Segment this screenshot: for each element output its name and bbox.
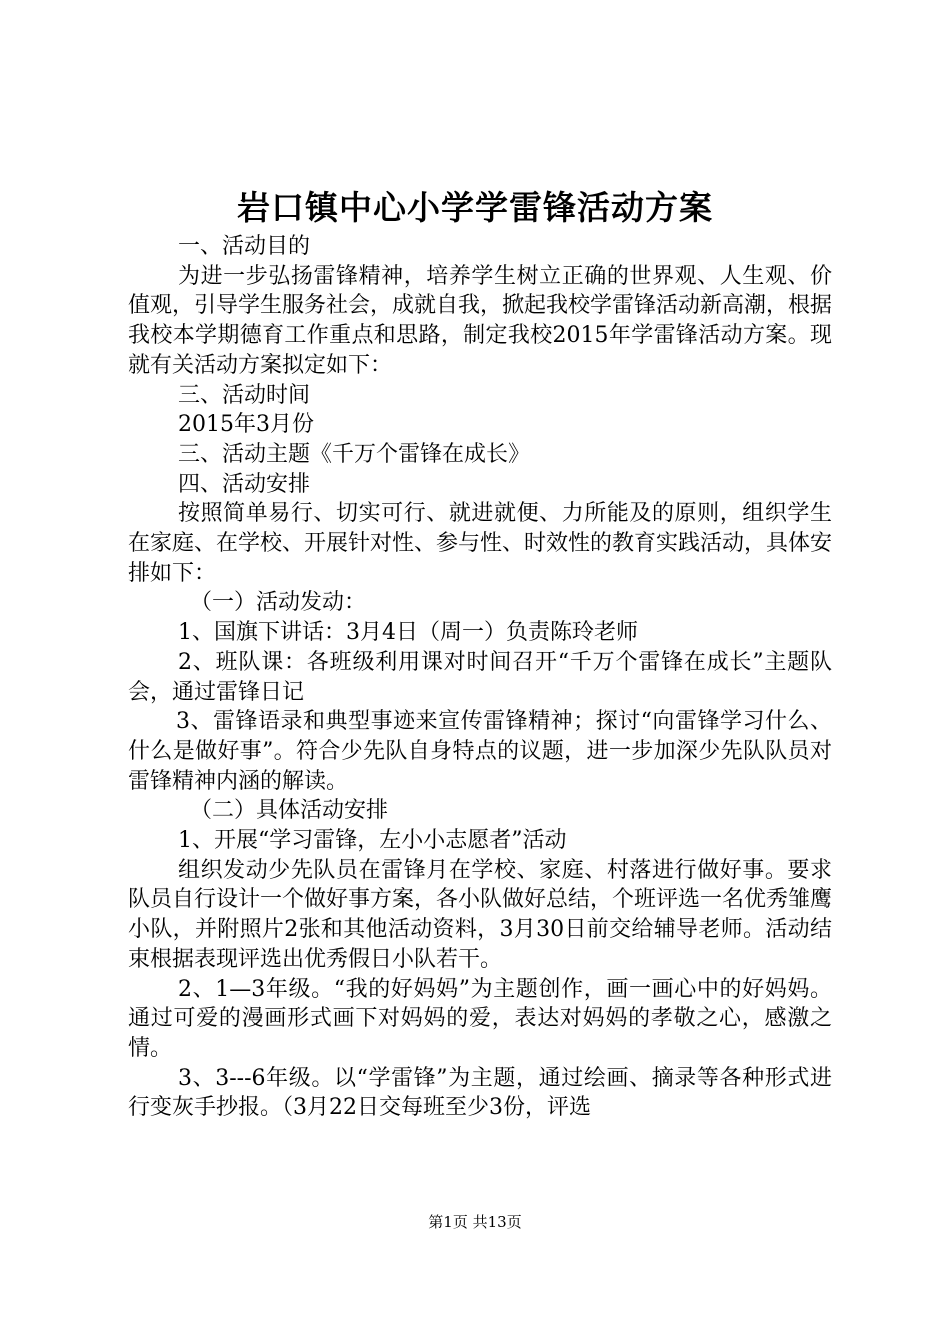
list-item-class-meeting: 2、班队课：各班级利用课对时间召开“千万个雷锋在成长”主题队会，通过雷锋日记 <box>128 649 832 705</box>
list-item-volunteer: 1、开展“学习雷锋，左小小志愿者”活动 <box>178 828 567 854</box>
list-item-grade-3-6: 3、3---6年级。以“学雷锋”为主题，通过绘画、摘录等各种形式进行变灰手抄报。（3月22日交每班至少3份，评选 <box>128 1065 832 1121</box>
paragraph-time: 2015年3月份 <box>178 412 314 438</box>
document-body <box>128 232 832 1123</box>
section-heading-theme: 三、活动主题《千万个雷锋在成长》 <box>178 441 531 467</box>
list-item-quotes: 3、雷锋语录和典型事迹来宣传雷锋精神；探讨“向雷锋学习什么、什么是做好事”。符合少先队自身特点的议题，进一步加深少先队队员对雷锋精神内涵的解读。 <box>128 709 832 794</box>
page-number-footer: 第1页 共13页 <box>428 1213 522 1231</box>
subheading-mobilization: （一）活动发动： <box>190 590 367 616</box>
section-heading-time: 三、活动时间 <box>178 382 311 408</box>
section-heading-arrangement: 四、活动安排 <box>178 471 311 497</box>
list-item-grade-1-3: 2、1—3年级。“我的好妈妈”为主题创作，画一画心中的好妈妈。通过可爱的漫画形式画下对妈妈的爱，表达对妈妈的孝敬之心，感激之情。 <box>128 976 832 1061</box>
paragraph-purpose: 为进一步弘扬雷锋精神，培养学生树立正确的世界观、人生观、价值观，引导学生服务社会，成就自我，掀起我校学雷锋活动新高潮，根据我校本学期德育工作重点和思路，制定我校2015年学雷锋活动方案。现就有关活动方案拟定如下： <box>128 263 833 378</box>
subheading-specific-activities: （二）具体活动安排 <box>190 798 389 824</box>
paragraph-arrangement: 按照简单易行、切实可行、就进就便、力所能及的原则，组织学生在家庭、在学校、开展针对性、参与性、时效性的教育实践活动，具体安排如下： <box>128 501 833 586</box>
document-title: 岩口镇中心小学学雷锋活动方案 <box>237 188 713 227</box>
list-item-flag-speech: 1、国旗下讲话：3月4日（周一）负责陈玲老师 <box>178 620 638 646</box>
paragraph-volunteer-detail: 组织发动少先队员在雷锋月在学校、家庭、村落进行做好事。要求队员自行设计一个做好事方案，各小队做好总结，个班评选一名优秀雏鹰小队，并附照片2张和其他活动资料，3月30日前交给辅导老师。活动结束根据表现评选出优秀假日小队若干。 <box>128 857 833 972</box>
section-heading-purpose: 一、活动目的 <box>178 234 311 259</box>
